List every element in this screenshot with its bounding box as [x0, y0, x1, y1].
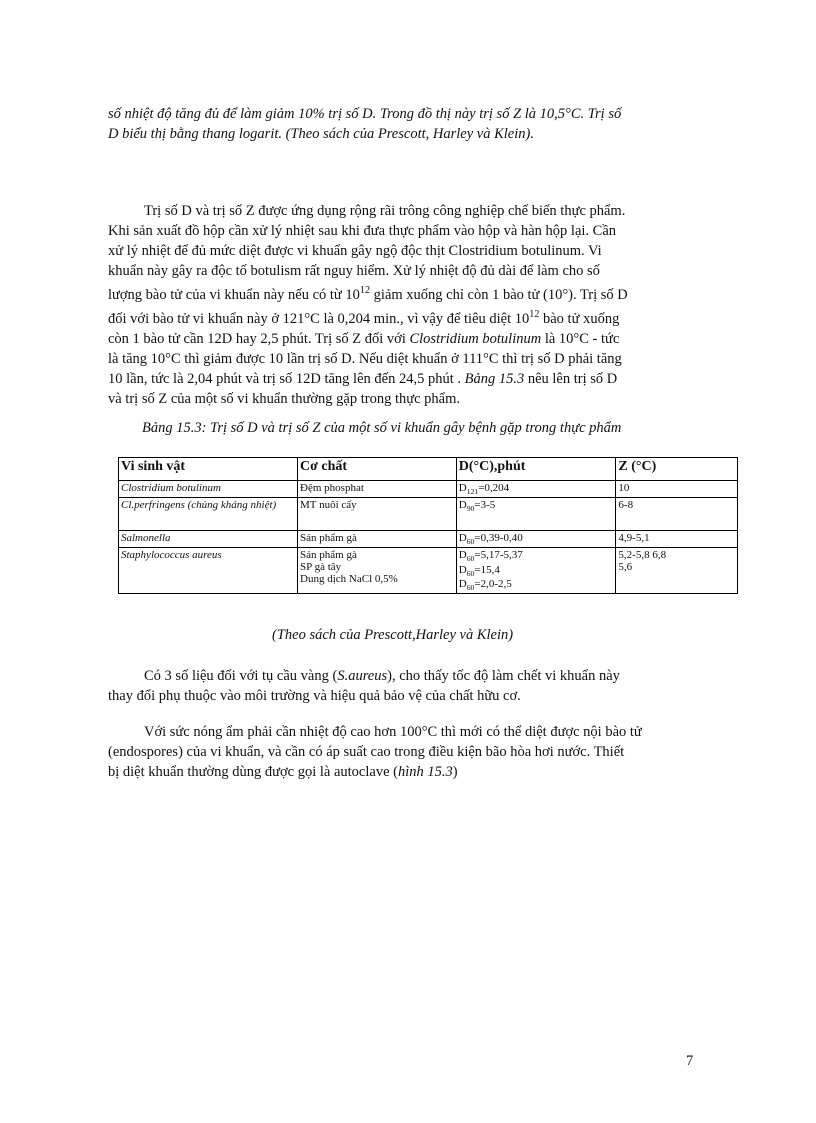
cell-organism: Clostridium botulinum — [119, 481, 298, 498]
text-line: Có 3 số liệu đối với tụ cầu vàng (S.aureus), cho thấy tốc độ làm chết vi khuẩn này — [144, 668, 620, 684]
cell-d-value: $D_{60}=0,39-0,40$ — [456, 531, 616, 548]
table-row — [119, 481, 738, 498]
cell-d-value: $D_{90}=3-5$ — [456, 498, 616, 531]
cell-z-value: 6-8 — [616, 498, 738, 531]
cell-d-value: $D_{60}=5,17-5,37$ $D_{60}=15,4$ $D_{60}=2,0-2,5$ — [456, 548, 616, 594]
text-line: Với sức nóng ẩm phải cần nhiệt độ cao hơn 100°C thì mới có thể diệt được nội bào tử — [144, 724, 642, 740]
cell-substrate: MT nuôi cấy — [298, 498, 457, 531]
cell-d-value: $D_{121}=0,204$ — [456, 481, 616, 498]
text-line: thay đổi phụ thuộc vào môi trường và hiệu quả bảo vệ của chất hữu cơ. — [108, 688, 521, 704]
text-line: bị diệt khuẩn thường dùng được gọi là autoclave (hình 15.3) — [108, 764, 458, 780]
paragraph-autoclave — [108, 722, 708, 782]
cell-z-value: 4,9-5,1 — [616, 531, 738, 548]
cell-z-value: 5,2-5,8 6,8 5,6 — [616, 548, 738, 594]
intro-line: D biểu thị bằng thang logarit. (Theo sách của Prescott, Harley và Klein). — [108, 126, 534, 142]
intro-paragraph — [108, 104, 708, 144]
text-line: 10 lần, tức là 2,04 phút và trị số 12D tăng lên đến 24,5 phút . Bảng 15.3 nêu lên trị số D — [108, 370, 618, 387]
text-line: còn 1 bào tử cần 12D hay 2,5 phút. Trị số Z đối với Clostridium botulinum là 10°C - tức — [108, 330, 620, 347]
cell-organism: Staphylococcus aureus — [119, 548, 298, 594]
header-z-value: Z (°C) — [616, 458, 738, 481]
header-organism: Vi sinh vật — [119, 458, 298, 481]
page-number: 7 — [686, 1053, 694, 1069]
table-source: (Theo sách của Prescott,Harley và Klein) — [272, 627, 514, 643]
cell-organism: Cl.perfringens (chủng kháng nhiệt) — [119, 498, 298, 531]
table-row — [119, 531, 738, 548]
table-header-row — [119, 458, 738, 481]
text-line: Khi sản xuất đồ hộp cần xử lý nhiệt sau khi đưa thực phẩm vào hộp và hàn hộp lại. Cần — [108, 223, 617, 239]
header-substrate: Cơ chất — [298, 458, 457, 481]
table-row — [119, 498, 738, 531]
text-line: đối với bào tử vi khuẩn này ở 121°C là 0,204 min., vì vậy để tiêu diệt $10^{12}$ bào tử xuống — [108, 308, 620, 327]
text-line: (endospores) của vi khuẩn, và cần có áp suất cao trong điều kiện bão hòa hơi nước. Thiết — [108, 744, 625, 760]
paragraph-s-aureus — [108, 666, 708, 706]
text-line: là tăng 10°C thì giảm được 10 lần trị số D. Nếu diệt khuẩn ở 111°C thì trị số D phải tăng — [108, 350, 622, 367]
text-line: và trị số Z của một số vi khuẩn thường gặp trong thực phẩm. — [108, 390, 460, 407]
text-line: khuẩn này gây ra độc tố botulism rất nguy hiểm. Xử lý nhiệt độ đủ dài để làm cho số — [108, 263, 600, 279]
table-row — [119, 548, 738, 594]
paragraph-d-z-values — [108, 201, 708, 409]
text-line: lượng bào tử của vi khuẩn này nếu có từ $10^{12}$ giảm xuống chỉ còn 1 bào tử (10°). Trị số D — [108, 285, 628, 303]
cell-substrate: Đệm phosphat — [298, 481, 457, 498]
cell-organism: Salmonella — [119, 531, 298, 548]
d-z-values-table — [118, 457, 738, 594]
text-line: xử lý nhiệt để đủ mức diệt được vi khuẩn gây ngộ độc thịt Clostridium botulinum. Vi — [108, 243, 602, 259]
text-line: Trị số D và trị số Z được ứng dụng rộng rãi trông công nghiệp chế biến thực phẩm. — [144, 203, 626, 219]
table-caption: Bảng 15.3: Trị số D và trị số Z của một số vi khuẩn gây bệnh gặp trong thực phẩm — [142, 420, 622, 436]
header-d-value: D(°C),phút — [456, 458, 616, 481]
cell-z-value: 10 — [616, 481, 738, 498]
cell-substrate: Sản phẩm gà SP gà tây Dung dịch NaCl 0,5% — [298, 548, 457, 594]
cell-substrate: Sản phẩm gà — [298, 531, 457, 548]
intro-line: số nhiệt độ tăng đủ để làm giảm 10% trị số D. Trong đồ thị này trị số Z là 10,5°C. Trị số — [108, 106, 622, 122]
